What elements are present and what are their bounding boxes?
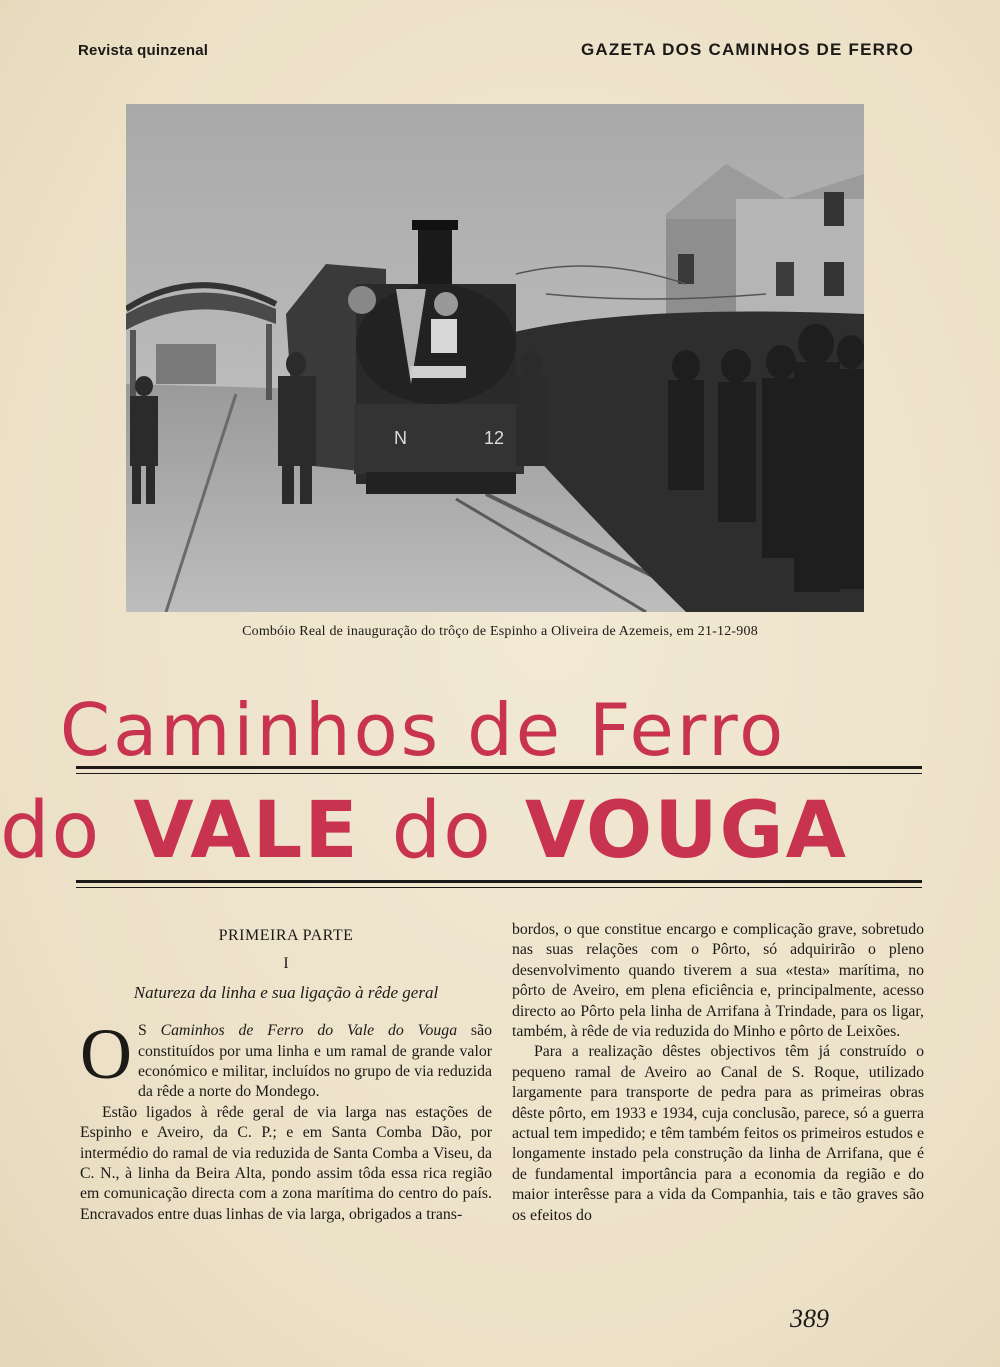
paragraph-1: O S Caminhos de Ferro do Vale do Vouga são constituídos por uma linha e um ramal de grande valor económico e militar, incluídos no grupo de via reduzida da rêde a norte do Mondego.	[80, 1014, 492, 1101]
headline-word-vouga: VOUGA	[524, 786, 848, 876]
headline-word-do-2: do	[391, 786, 493, 876]
photo-caption: Combóio Real de inauguração do trôço de Espinho a Oliveira de Azemeis, em 21-12-908	[242, 624, 758, 639]
inauguration-train-photo	[126, 104, 864, 612]
headline-top-rule	[76, 766, 922, 774]
page-number: 389	[790, 1304, 829, 1333]
section-number: I	[283, 955, 289, 973]
headline-line-1: Caminhos de Ferro	[59, 688, 787, 772]
section-title: Natureza da linha e sua ligação à rêde geral	[133, 982, 439, 1002]
engine-number: 12	[484, 428, 505, 448]
headline-line-2	[0, 786, 846, 876]
running-head-right: GAZETA DOS CAMINHOS DE FERRO	[581, 40, 914, 59]
paragraph-3: bordos, o que constitue encargo e complicação grave, sobretudo nas suas relações com o Pôrto, só adquirirão o pleno desenvolvimento quando tiverem a sua «testa» marítima, no pôrto de Aveiro, em plena eficiência e, principalmente, acesso directo ao Pôrto pela linha de Arrifana à Trindade, para os ligar, também, à rêde de via reduzida do Minho e pôrto de Leixões.	[512, 921, 924, 1041]
running-head-left: Revista quinzenal	[78, 42, 209, 59]
drop-cap: O	[80, 1014, 132, 1095]
railway-name-italic: Caminhos de Ferro do Vale do Vouga	[160, 1022, 458, 1040]
article-column-right	[512, 920, 924, 1226]
engine-letter: N	[394, 428, 407, 448]
paragraph-2: Estão ligados à rêde geral de via larga nas estações de Espinho e Aveiro, da C. P.; e em Santa Comba Dão, por intermédio do ramal de via reduzida de Santa Comba a Viseu, da C. N., à linha da Beira Alta, pondo assim tôda essa rica região em comunicação directa com a zona marítima do centro do país. Encravados entre duas linhas de via larga, obrigados a trans-	[80, 1103, 492, 1223]
article-column-left	[80, 920, 492, 1225]
headline-word-vale: VALE	[133, 786, 360, 876]
headline-word-do-1: do	[0, 786, 102, 876]
paragraph-4: Para a realização dêstes objectivos têm já construído o pequeno ramal de Aveiro ao Canal de S. Roque, utilizado largamente para transporte de pedra para as primeiras obras dêste pôrto, em 1933 e 1934, cuja conclusão, parece, só a guerra actual tem impedido; e têm também feitos os primeiros estudos e longamente instado pela construção da linha de Arrifana, que é de fundamental importância para a economia da região e do maior interêsse para a vida da Companhia, tais e tão graves são os efeitos do	[512, 1043, 924, 1224]
train-photo-illustration	[126, 104, 864, 612]
part-heading: PRIMEIRA PARTE	[218, 927, 354, 944]
running-head	[78, 40, 914, 64]
headline-bottom-rule	[76, 880, 922, 888]
